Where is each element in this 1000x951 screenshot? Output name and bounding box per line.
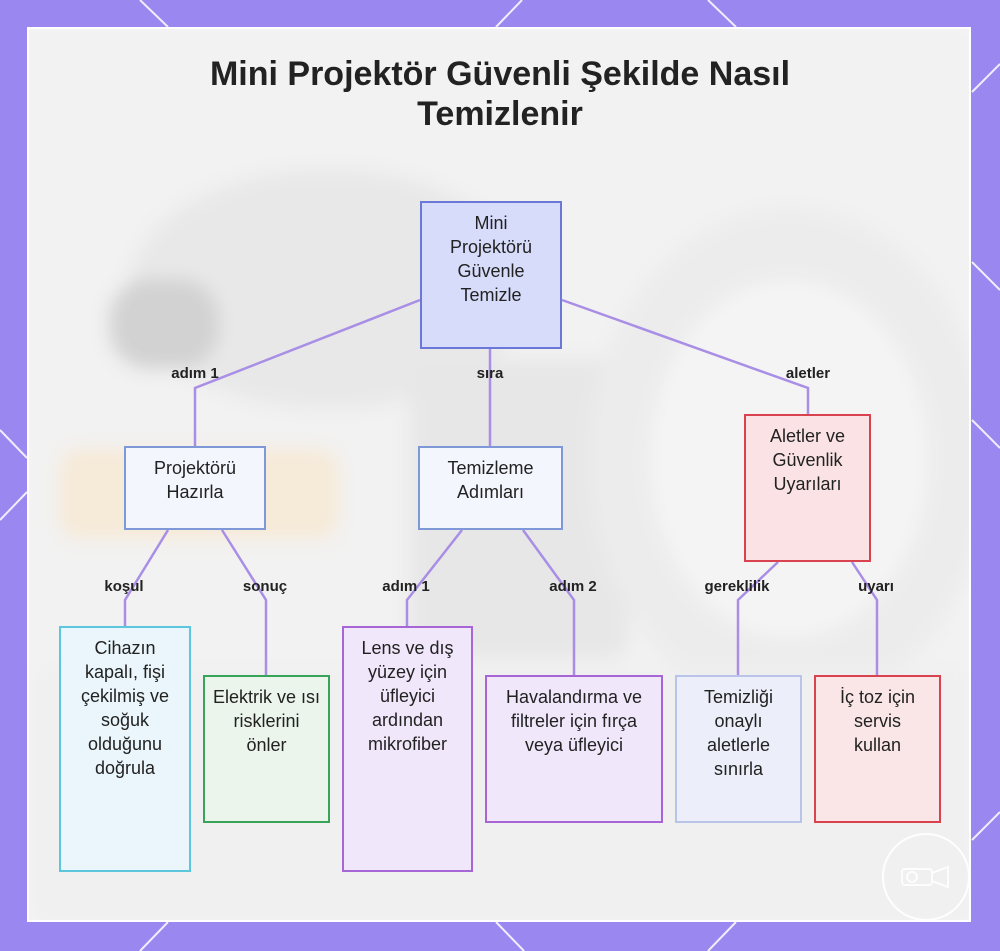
title-line-2: Temizlenir	[417, 95, 583, 133]
node-root: Mini Projektörü Güvenle Temizle	[420, 201, 562, 349]
edge-root-prepare	[195, 300, 420, 446]
edge-label-steps-lens: adım 1	[382, 578, 430, 595]
edge-label-root-steps: sıra	[476, 365, 504, 382]
node-verify-off: Cihazın kapalı, fişi çekilmiş ve soğuk olduğunu doğrula	[59, 626, 191, 872]
edge-label-prepare-verify: koşul	[104, 578, 144, 595]
node-cleaning-steps: Temizleme Adımları	[418, 446, 563, 530]
node-lens-surface: Lens ve dış yüzey için üfleyici ardından mikrofiber	[342, 626, 473, 872]
edge-label-root-prepare: adım 1	[171, 365, 219, 382]
node-tools-warnings: Aletler ve Güvenlik Uyarıları	[744, 414, 871, 562]
edge-label-tools-service: uyarı	[858, 578, 894, 595]
node-service-dust: İç toz için servis kullan	[814, 675, 941, 823]
edge-label-prepare-risks: sonuç	[242, 578, 288, 595]
edge-prepare-risks	[222, 530, 266, 675]
node-prevents-risks: Elektrik ve ısı risklerini önler	[203, 675, 330, 823]
projector-logo-icon	[882, 833, 970, 921]
edge-label-root-tools: aletler	[785, 365, 831, 382]
edge-label-tools-limit: gereklilik	[704, 578, 770, 595]
node-approved-tools: Temizliği onaylı aletlerle sınırla	[675, 675, 802, 823]
edge-label-steps-vents: adım 2	[549, 578, 597, 595]
title-line-1: Mini Projektör Güvenli Şekilde Nasıl	[209, 55, 791, 93]
edge-steps-vents	[523, 530, 574, 675]
edge-root-tools	[562, 300, 808, 414]
node-prepare: Projektörü Hazırla	[124, 446, 266, 530]
node-vents-filters: Havalandırma ve filtreler için fırça veya üfleyici	[485, 675, 663, 823]
